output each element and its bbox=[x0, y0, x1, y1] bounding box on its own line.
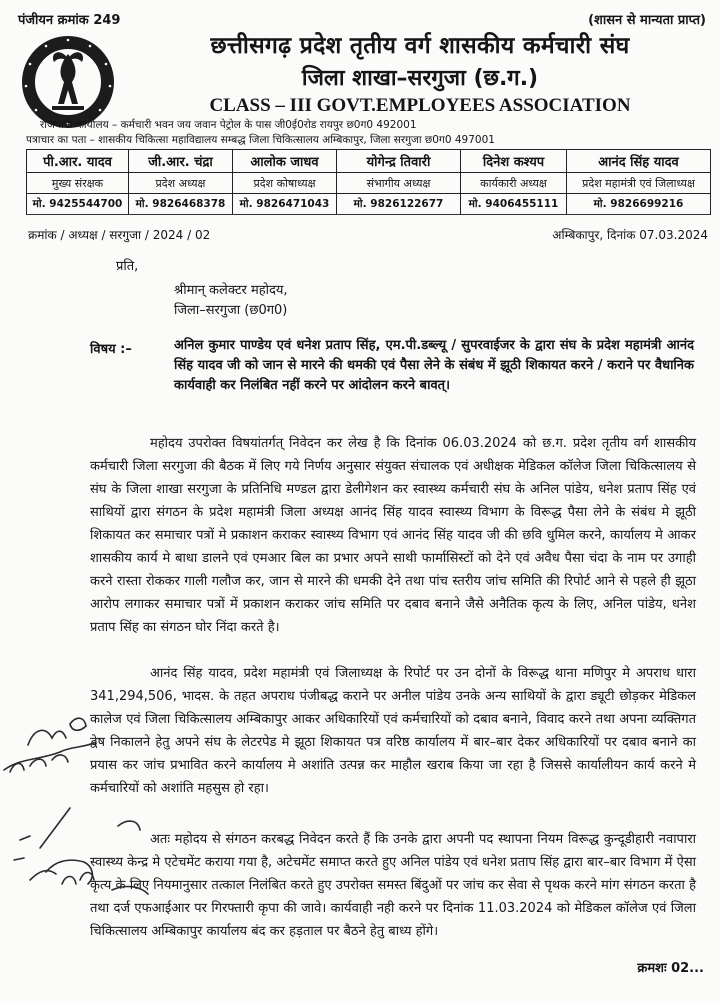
bearer-name: आनंद सिंह यादव bbox=[567, 150, 711, 173]
bearer-post: प्रदेश कोषाध्यक्ष bbox=[233, 173, 337, 194]
paragraph-text: आनंद सिंह यादव, प्रदेश महामंत्री एवं जिलाध्यक्ष के रिपोर्ट पर उन दोनों के विरूद्ध थाना मणिपुर मे अपराध धारा 341,294,506, भादस. के तहत अपराध पंजीबद्ध कराने पर अनील पांडेय उनके अन्य साथियों के द्वारा ड्यूटी छोड़कर मेडिकल कालेज एवं जिला चिकित्सालय अम्बिकापुर आकर अधिकारियों एवं कर्मचारियों को दबाव बनाने, विवाद करने तथा अपना व्यक्तिगत द्वेष निकालने हेतु अपने संघ के लेटरपेड मे झूठा शिकायत पत्र वरिष्ठ कार्यालय में बार–बार देकर अधिकारियों पर दबाव बनाने का प्रयास कर जांच प्रभावित करने कार्यालय मे अशांति उत्पन्न कर माहौल खराब किया जा रहा है जिससे कार्यालीयन कार्य करने मे कर्मचारियों को अशांति महसुस हो रहा। bbox=[90, 666, 696, 796]
bearer-phone: मो. 9425544700 bbox=[27, 194, 129, 215]
bearer-post: प्रदेश अध्यक्ष bbox=[129, 173, 233, 194]
association-title-english: CLASS – III GOVT.EMPLOYEES ASSOCIATION bbox=[209, 95, 631, 116]
head-office-address: राजधानी कार्यालय – कर्मचारी भवन जय जवान पेट्रोल के पास जी0ई0रोड रायपुर छ0ग0 492001 bbox=[40, 119, 417, 131]
bearer-name: योगेन्द्र तिवारी bbox=[337, 150, 461, 173]
bearer-post: मुख्य संरक्षक bbox=[27, 173, 129, 194]
paragraph-text: महोदय उपरोक्त विषयांतर्गत् निवेदन कर लेख है कि दिनांक 06.03.2024 को छ.ग. प्रदेश तृतीय वर्ग शासकीय कर्मचारी जिला सरगुजा की बैठक में लिए गये निर्णय अनुसार संयुक्त संचालक एवं अधीक्षक मेडिकल कॉलेज जिला चिकित्सालय से संघ के जिला शाखा सरगुजा के प्रतिनिधि मण्डल द्वारा डेलीगेशन कर स्वास्थ्य कर्मचारी संघ के अनिल पांडेय, धनेश प्रताप सिंह एवं साथियों द्वारा संगठन के प्रदेश महामंत्री जिला अध्यक्ष आनंद सिंह यादव स्वास्थ्य विभाग के विरूद्ध पैसा लेने के संबंध मे झूठी शिकायत कर समाचार पत्रों मे प्रकाशन कराकर स्वास्थ्य विभाग एवं आनंद सिंह यादव जी की छवि धुमिल करने, कार्यालय मे आकर शासकीय कार्य मे बाधा डालने एवं एमआर बिल का प्रभार अपने साथी फार्मासिस्टों को देने एवं अवैध पैसा चंदा के नाम पर उगाही करने रास्ता रोककर गाली गलौज कर, जान से मारने की धमकी देने तथा पांच स्तरीय जांच समिति की रिपोर्ट आने से पहले ही झूठा आरोप लगाकर समाचार पत्रों में प्रकाशन कराकर जांच समिति पर दबाव बनाने जैसे अनैतिक कृत्य के लिए, अनिल पांडेय, धनेश प्रताप सिंह का संगठन घोर निंदा करते है। bbox=[90, 436, 696, 635]
bearer-name: पी.आर. यादव bbox=[27, 150, 129, 173]
addressee-line-1: श्रीमान् कलेक्टर महोदय, bbox=[174, 283, 288, 298]
subject-label: विषय :– bbox=[90, 342, 132, 357]
district-branch-title: जिला शाखा–सरगुजा (छ.ग.) bbox=[301, 66, 539, 91]
header-divider bbox=[26, 214, 710, 215]
bearer-phone: मो. 9826468378 bbox=[129, 194, 233, 215]
bearer-phone: मो. 9406455111 bbox=[461, 194, 567, 215]
paragraph-text: अतः महोदय से संगठन करबद्ध निवेदन करते हैं कि उनके द्वारा अपनी पद स्थापना नियम विरूद्ध कुन्दूडीहारी नवापारा स्वास्थ्य केन्द्र मे एटेचमेंट कराया गया है, अटेचमेंट समाप्त करते हुए अनिल पांडेय एवं धनेश प्रताप सिंह द्वारा बार–बार विभाग में ऐसा कृत्य के लिए नियमानुसार तत्काल निलंबित करते हुए उपरोक्त समस्त बिंदुओं पर जांच कर सेवा से पृथक करने मांग संगठन करता है तथा दर्ज एफआईआर पर गिरफ्तारी कृपा की जावे। कार्यवाही नही करने पर दिनांक 11.03.2024 को मेडिकल कॉलेज एवं जिला चिकित्सालय अम्बिकापुर कार्यालय बंद कर हड़ताल पर बैठने हेतु बाध्य होंगे। bbox=[90, 832, 696, 939]
bearer-name: आलोक जाधव bbox=[233, 150, 337, 173]
bearer-post: कार्यकारी अध्यक्ष bbox=[461, 173, 567, 194]
bearer-phone: मो. 9826699216 bbox=[567, 194, 711, 215]
bearer-phone: मो. 9826122677 bbox=[337, 194, 461, 215]
letter-reference: क्रमांक / अध्यक्ष / सरगुजा / 2024 / 02 bbox=[28, 228, 211, 242]
bearer-post: प्रदेश महामंत्री एवं जिलाध्यक्ष bbox=[567, 173, 711, 194]
letter-date: अम्बिकापुर, दिनांक 07.03.2024 bbox=[552, 228, 708, 242]
association-logo-seal-icon bbox=[20, 34, 116, 130]
salutation-to: प्रति, bbox=[116, 259, 139, 274]
body-paragraph-2 bbox=[90, 662, 696, 800]
bearer-post: संभागीय अध्यक्ष bbox=[337, 173, 461, 194]
continued-marker: क्रमशः 02... bbox=[637, 961, 704, 976]
correspondence-address: पत्राचार का पता – शासकीय चिकित्सा महाविद्यालय सम्बद्ध जिला चिकित्सालय अम्बिकापुर, जिला सरगुजा छ0ग0 497001 bbox=[26, 134, 495, 146]
subject-text: अनिल कुमार पाण्डेय एवं धनेश प्रताप सिंह, एम.पी.डब्ल्यू / सुपरवाईजर के द्वारा संघ के प्रदेश महामंत्री आनंद सिंह यादव जी को जान से मारने की धमकी एवं पैसा लेने के संबंध में झूठी शिकायत करने / कराने पर वैधानिक कार्यवाही कर निलंबित नहीं करने पर आंदोलन करने बावत्। bbox=[174, 338, 694, 393]
addressee-line-2: जिला–सरगुजा (छ0ग0) bbox=[174, 303, 288, 318]
body-paragraph-3 bbox=[90, 828, 696, 943]
association-title-hindi: छत्तीसगढ़ प्रदेश तृतीय वर्ग शासकीय कर्मचारी संघ bbox=[210, 33, 630, 59]
bearer-name: जी.आर. चंद्रा bbox=[129, 150, 233, 173]
recognition-note: (शासन से मान्यता प्राप्त) bbox=[588, 13, 706, 28]
bearer-name: दिनेश कश्यप bbox=[461, 150, 567, 173]
registration-number: पंजीयन क्रमांक 249 bbox=[18, 13, 121, 28]
body-paragraph-1 bbox=[90, 432, 696, 639]
bearer-phone: मो. 9826471043 bbox=[233, 194, 337, 215]
office-bearers-table bbox=[26, 149, 711, 215]
